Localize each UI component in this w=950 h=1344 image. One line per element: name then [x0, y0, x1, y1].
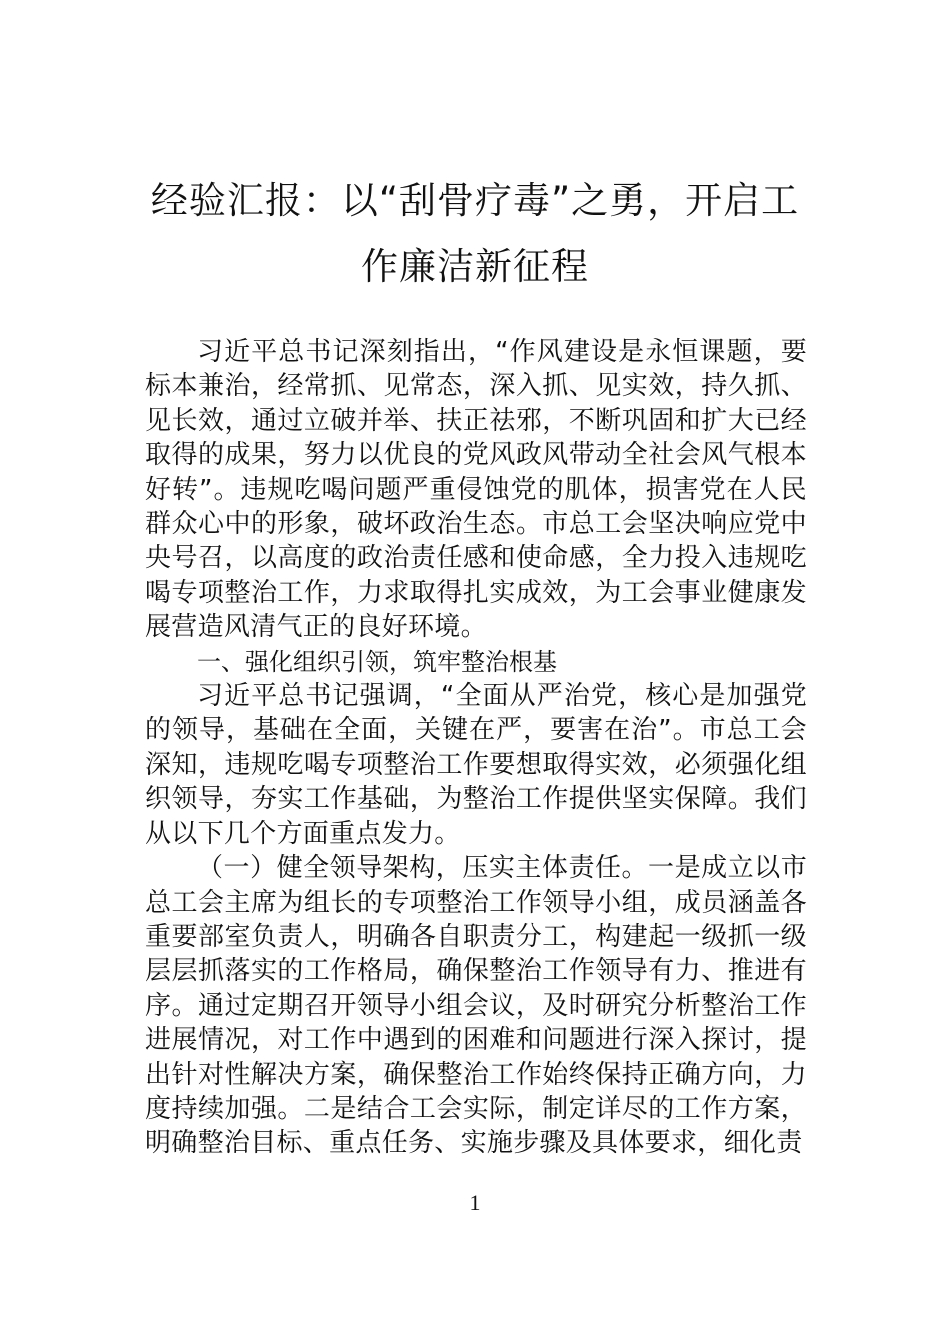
document-title: 经验汇报：以“刮骨疗毒”之勇，开启工作廉洁新征程: [150, 179, 800, 288]
document-body: [145, 335, 807, 1161]
paragraph-section-1: 习近平总书记强调，“全面从严治党，核心是加强党的领导，基础在全面，关键在严，要害在治”。市总工会深知，违规吃喝专项整治工作要想取得实效，必须强化组织领导，夯实工作基础，为整治工作提供坚实保障。我们从以下几个方面重点发力。: [145, 681, 807, 849]
paragraph-intro: 习近平总书记深刻指出，“作风建设是永恒课题，要标本兼治，经常抓、见常态，深入抓、见实效，持久抓、见长效，通过立破并举、扶正祛邪，不断巩固和扩大已经取得的成果，努力以优良的党风政风带动全社会风气根本好转”。违规吃喝问题严重侵蚀党的肌体，损害党在人民群众心中的形象，破坏政治生态。市总工会坚决响应党中央号召，以高度的政治责任感和使命感，全力投入违规吃喝专项整治工作，力求取得扎实成效，为工会事业健康发展营造风清气正的良好环境。: [145, 337, 807, 643]
section-heading-1: 一、强化组织引领，筑牢整治根基: [197, 647, 557, 676]
page-number: 1: [469, 1190, 481, 1215]
paragraph-subsection-1: （一）健全领导架构，压实主体责任。一是成立以市总工会主席为组长的专项整治工作领导小组，成员涵盖各重要部室负责人，明确各自职责分工，构建起一级抓一级层层抓落实的工作格局，确保整治工作领导有力、推进有序。通过定期召开领导小组会议，及时研究分析整治工作进展情况，对工作中遇到的困难和问题进行深入探讨，提出针对性解决方案，确保整治工作始终保持正确方向，力度持续加强。二是结合工会实际，制定详尽的工作方案，明确整治目标、重点任务、实施步骤及具体要求，细化责: [145, 853, 807, 1159]
